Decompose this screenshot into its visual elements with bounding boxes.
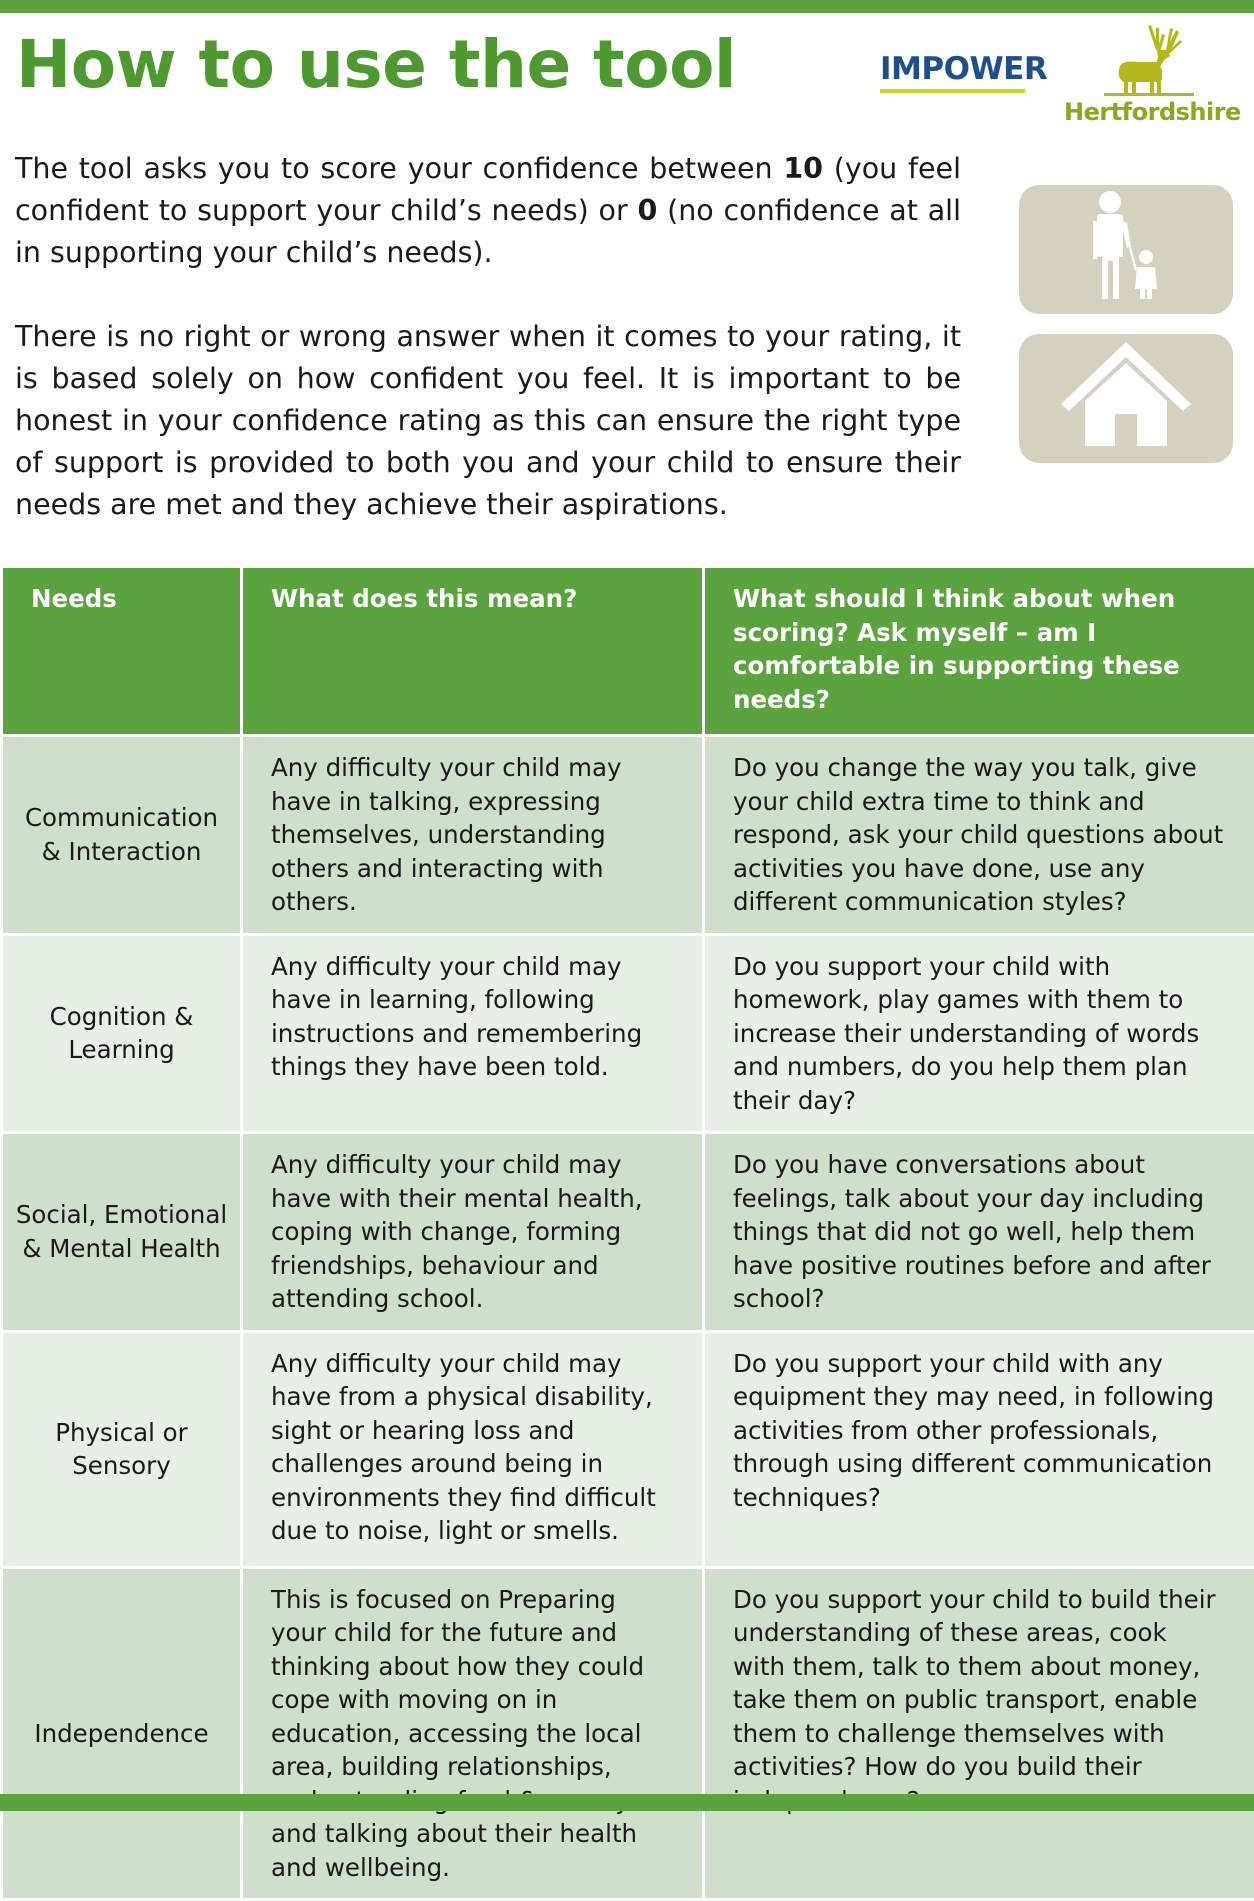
house-card — [1019, 334, 1233, 463]
header-meaning: What does this mean? — [242, 567, 704, 736]
need-meaning: Any difficulty your child may have from a physical disability, sight or hearing loss and challenges around being in environments they find difficult due to noise, light or smells. — [242, 1331, 704, 1567]
house-icon — [1019, 334, 1233, 463]
hertfordshire-logo-text: Hertfordshire — [1064, 98, 1234, 126]
table-row — [2, 736, 1254, 935]
intro-text-part: (no confidence at all in supporting your child’s needs). — [15, 194, 961, 269]
intro-text-part: (you feel confident to support your child’s needs) or — [15, 152, 961, 227]
intro-paragraph-honesty: There is no right or wrong answer when it comes to your rating, it is based solely on how confident you feel. It is important to be honest in your confidence rating as this can ensure the right type of support is provided to both you and your child to ensure their needs are met and they achieve their aspirations. — [15, 316, 961, 526]
bottom-accent-bar — [0, 1794, 1254, 1811]
need-meaning: This is focused on Preparing your child for the future and thinking about how they could cope with moving on in education, accessing the local area, building relationships, and talking about their health and wellbeing. — [242, 1567, 704, 1900]
need-name: Social, Emotional & Mental Health — [2, 1133, 242, 1332]
need-name: Physical or Sensory — [2, 1331, 242, 1567]
page-title: How to use the tool — [16, 22, 736, 108]
need-name: Communication & Interaction — [2, 736, 242, 935]
need-name: Independence — [2, 1567, 242, 1900]
header-needs: Needs — [2, 567, 242, 736]
need-scoring: Do you support your child with homework, play games with them to increase their understanding of words and numbers, do you help them plan their day? — [704, 934, 1254, 1133]
hertfordshire-logo — [1064, 20, 1234, 130]
top-accent-bar — [0, 0, 1254, 13]
need-scoring: Do you have conversations about feelings, talk about your day including things that did not go well, help them have positive routines before and after school? — [704, 1133, 1254, 1332]
table-row — [2, 1331, 1254, 1567]
table-header-row — [2, 567, 1254, 736]
score-high-value: 10 — [783, 152, 823, 185]
need-meaning: Any difficulty your child may have in talking, expressing themselves, understanding others and interacting with others. — [242, 736, 704, 935]
stag-icon — [1104, 20, 1194, 96]
intro-text-part: The tool asks you to score your confidence between — [15, 152, 783, 185]
table-row — [2, 934, 1254, 1133]
parent-child-card — [1019, 185, 1233, 314]
table-row — [2, 1133, 1254, 1332]
intro-paragraph-scoring — [15, 148, 961, 274]
needs-table — [0, 565, 1254, 1901]
need-scoring: Do you support your child with any equipment they may need, in following activities from other professionals, through using different communication techniques? — [704, 1331, 1254, 1567]
impower-logo-underline — [880, 89, 1025, 93]
need-name: Cognition & Learning — [2, 934, 242, 1133]
score-low-value: 0 — [637, 194, 657, 227]
need-meaning: Any difficulty your child may have with their mental health, coping with change, forming friendships, behaviour and attending school. — [242, 1133, 704, 1332]
need-meaning: Any difficulty your child may have in learning, following instructions and remembering things they have been told. — [242, 934, 704, 1133]
parent-child-icon — [1019, 185, 1233, 314]
impower-logo-text: IMPOWER — [880, 50, 1025, 88]
need-scoring: Do you change the way you talk, give your child extra time to think and respond, ask your child questions about activities you have done, use any different communication styles? — [704, 736, 1254, 935]
impower-logo — [880, 50, 1025, 93]
header-scoring: What should I think about when scoring? Ask myself – am I comfortable in supporting these needs? — [704, 567, 1254, 736]
need-scoring: Do you support your child to build their understanding of these areas, cook with them, talk to them about money, take them on public transport, enable them to challenge themselves with activities? How do you build their — [704, 1567, 1254, 1900]
table-row — [2, 1567, 1254, 1900]
